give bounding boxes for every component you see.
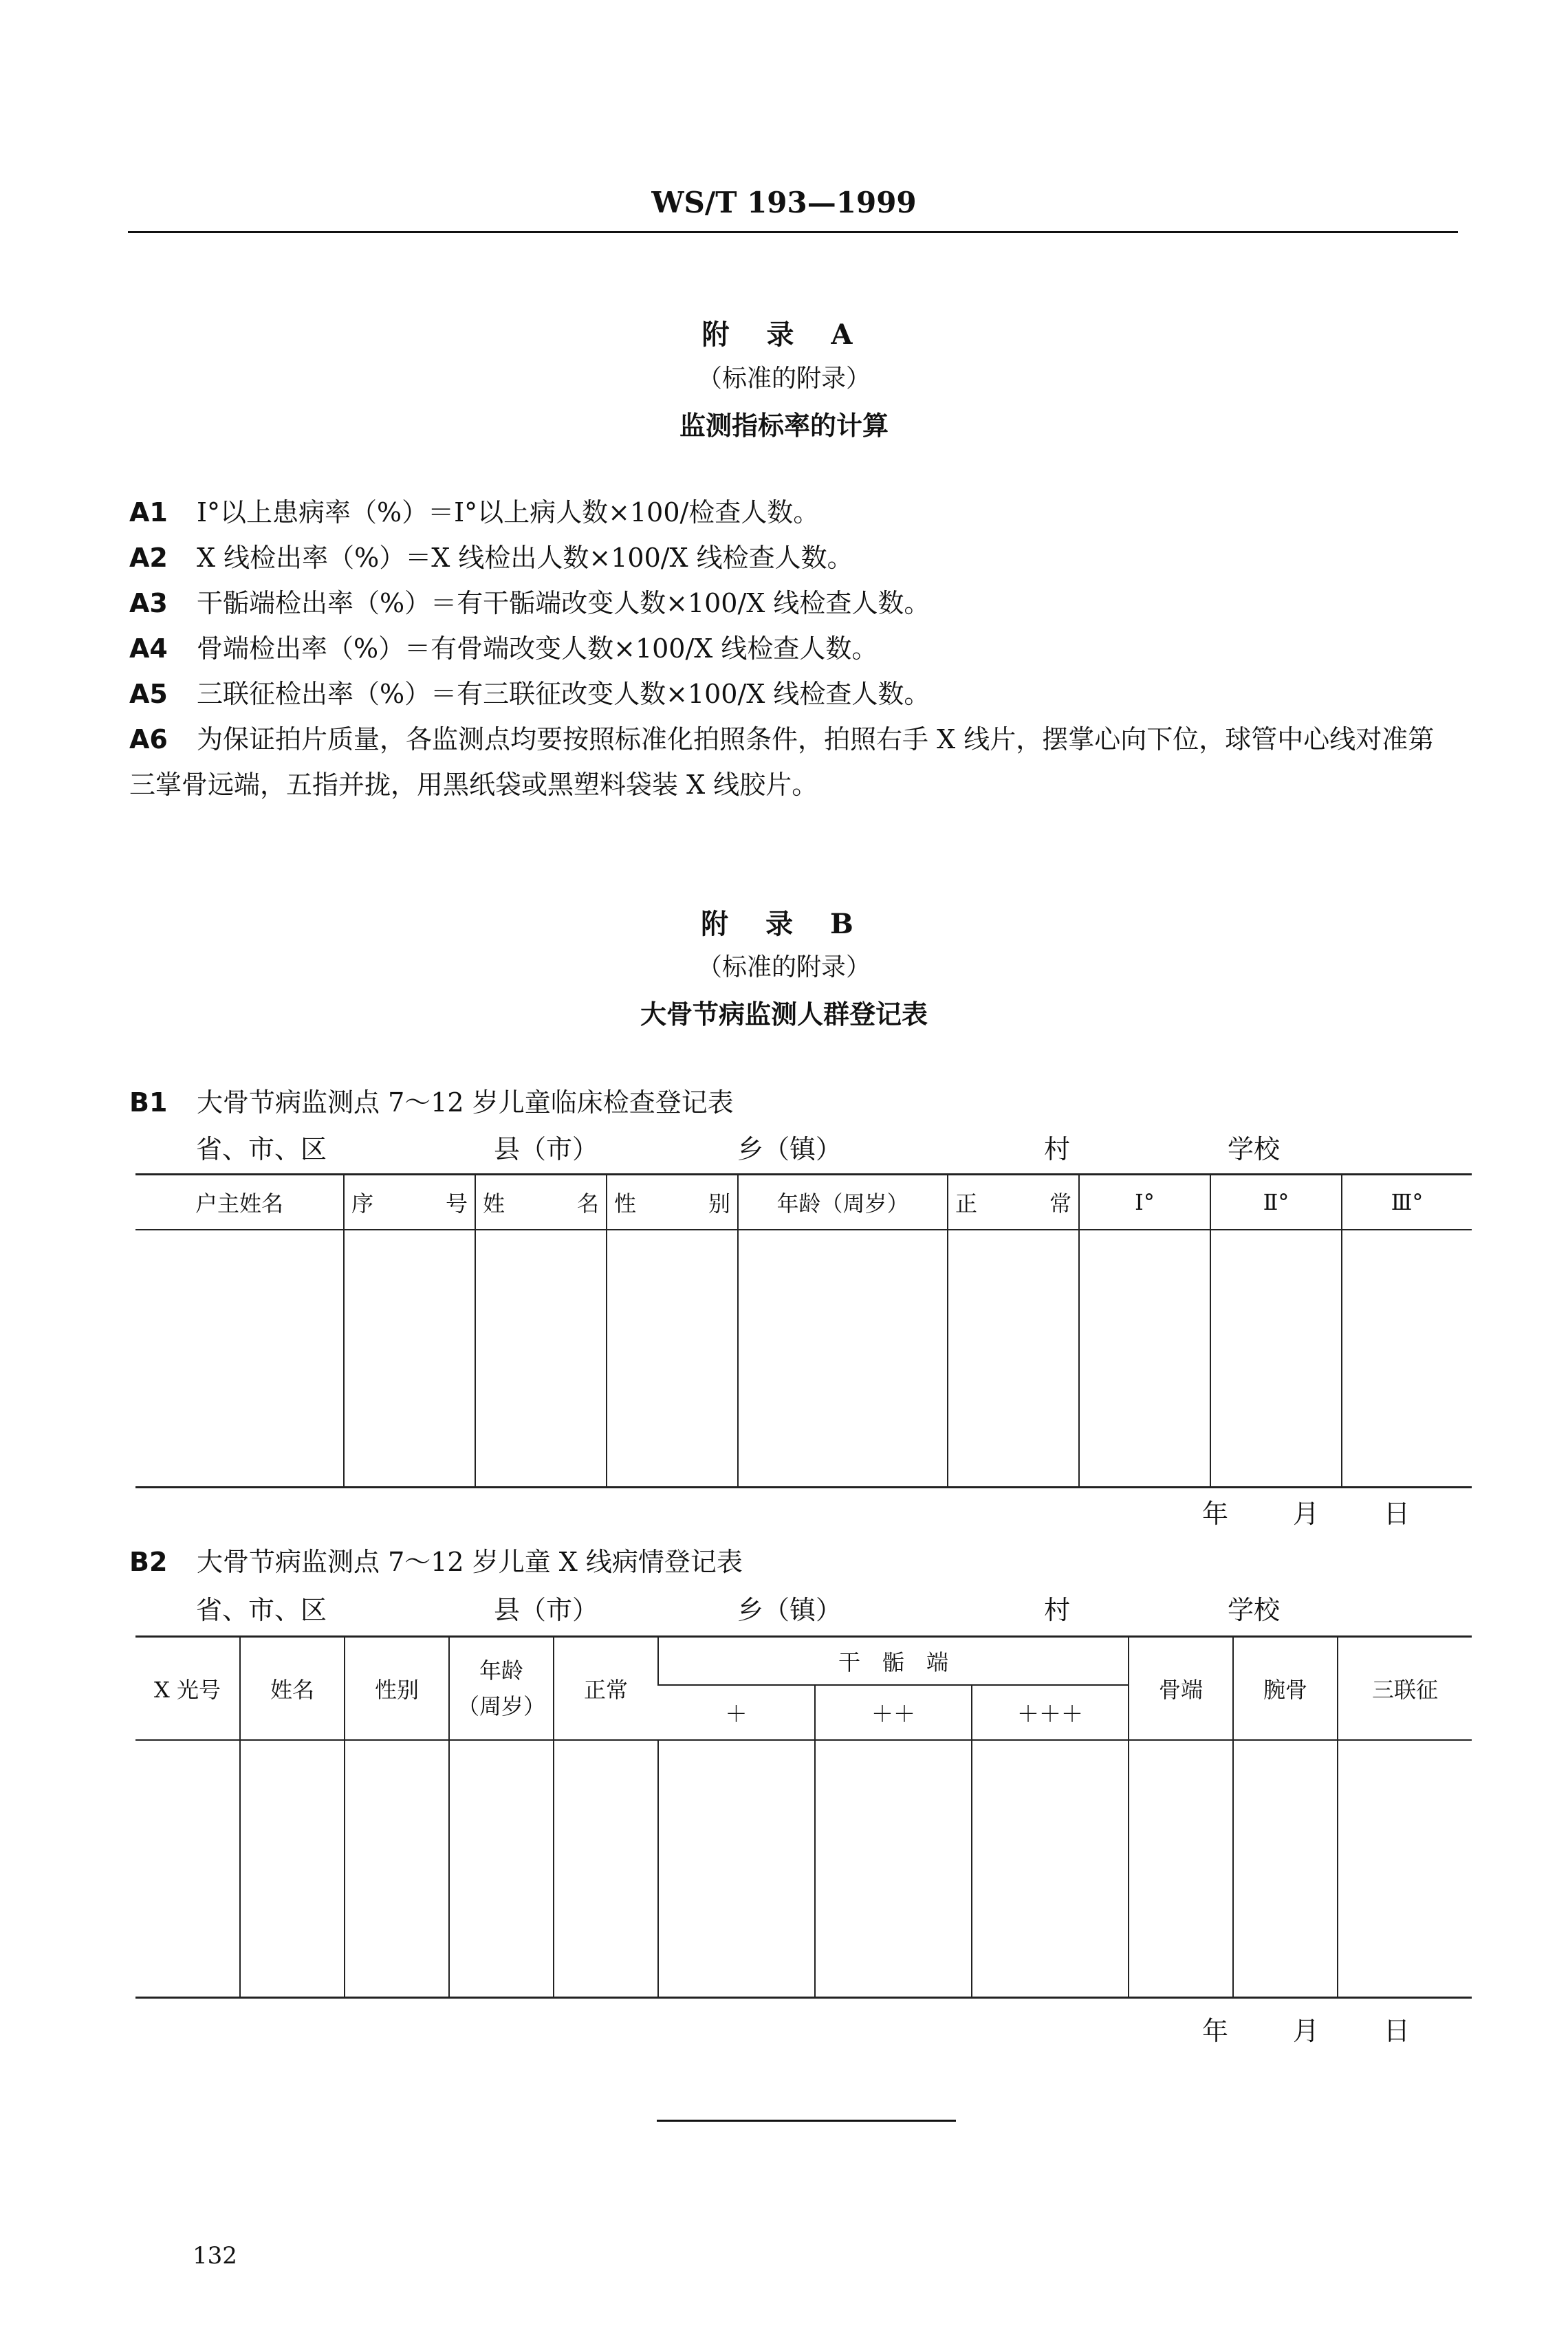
col-degree-2: Ⅱ°: [1210, 1175, 1342, 1230]
label-school: 学校: [1228, 1595, 1281, 1625]
formula-a4: [129, 626, 1457, 671]
appendix-a-heading: 监测指标率的计算: [679, 410, 889, 441]
col-epiphysis: 骨端: [1129, 1637, 1233, 1741]
col-text: 别: [708, 1191, 730, 1217]
col-metaphysis: 干 骺 端: [658, 1637, 1129, 1686]
col-sex: [607, 1175, 738, 1230]
col-text: 号: [445, 1191, 468, 1217]
appendix-b-title: 附 录 B: [701, 908, 867, 940]
label-village: 村: [1044, 1134, 1071, 1164]
date-month: 月: [1293, 1499, 1320, 1529]
item-text: X 线检出率（%）＝X 线检出人数×100/X 线检查人数。: [197, 543, 853, 573]
table-cell[interactable]: [240, 1740, 345, 1998]
date-month: 月: [1293, 2016, 1320, 2046]
col-normal: [948, 1175, 1079, 1230]
col-metaphysis-plus2: ＋＋: [815, 1685, 972, 1740]
table-cell[interactable]: [1342, 1230, 1472, 1488]
col-triad: 三联征: [1338, 1637, 1472, 1741]
label-township: 乡（镇）: [737, 1134, 842, 1164]
col-normal: 正常: [554, 1637, 658, 1741]
header-rule: [128, 231, 1458, 233]
table-row: [135, 1230, 1472, 1488]
col-text: 常: [1049, 1191, 1071, 1217]
form-b2-table: [135, 1635, 1472, 1999]
table-header-row: [135, 1637, 1472, 1686]
col-xray-no: X 光号: [135, 1637, 240, 1741]
table-cell[interactable]: [135, 1230, 344, 1488]
table-cell[interactable]: [449, 1740, 554, 1998]
paragraph-a6: [129, 717, 1457, 807]
item-text: 骨端检出率（%）＝有骨端改变人数×100/X 线检查人数。: [197, 633, 878, 664]
item-text: 三联征检出率（%）＝有三联征改变人数×100/X 线检查人数。: [197, 679, 930, 709]
item-number: A1: [129, 497, 168, 528]
form-b2-title: [129, 1539, 1457, 1585]
col-text: 正: [955, 1191, 978, 1217]
table-cell[interactable]: [135, 1740, 240, 1998]
table-cell[interactable]: [972, 1740, 1129, 1998]
col-metaphysis-plus3: ＋＋＋: [972, 1685, 1129, 1740]
table-cell[interactable]: [475, 1230, 607, 1488]
table-cell[interactable]: [738, 1230, 948, 1488]
form-b1-title: [129, 1080, 1457, 1125]
form-b1-location-row: [0, 1128, 1568, 1162]
col-degree-3: Ⅲ°: [1342, 1175, 1472, 1230]
formula-a1: [129, 490, 1457, 535]
col-serial: [344, 1175, 475, 1230]
table-cell[interactable]: [948, 1230, 1079, 1488]
item-number: A2: [129, 543, 168, 573]
col-text: （周岁）: [457, 1693, 545, 1719]
col-carpal: 腕骨: [1233, 1637, 1338, 1741]
item-text: 干骺端检出率（%）＝有干骺端改变人数×100/X 线检查人数。: [197, 588, 930, 618]
col-householder: 户主姓名: [135, 1175, 344, 1230]
formula-a3: [129, 580, 1457, 626]
item-number: B2: [129, 1547, 168, 1577]
table-cell[interactable]: [1210, 1230, 1342, 1488]
item-number: B1: [129, 1087, 168, 1118]
appendix-b-heading: 大骨节病监测人群登记表: [640, 999, 928, 1030]
table-cell[interactable]: [607, 1230, 738, 1488]
formula-a5: [129, 671, 1457, 717]
page-number: 132: [193, 2242, 237, 2270]
label-county: 县（市）: [494, 1134, 599, 1164]
appendix-a-subtitle: （标准的附录）: [697, 365, 871, 393]
col-text: 姓: [483, 1191, 505, 1217]
table-cell[interactable]: [1338, 1740, 1472, 1998]
table-cell[interactable]: [1129, 1740, 1233, 1998]
table-header-row: [135, 1175, 1472, 1230]
table-cell[interactable]: [658, 1740, 815, 1998]
col-text: 性: [614, 1191, 637, 1217]
table-cell[interactable]: [1079, 1230, 1210, 1488]
table-cell[interactable]: [344, 1230, 475, 1488]
item-text: 大骨节病监测点 7～12 岁儿童 X 线病情登记表: [197, 1547, 743, 1577]
col-metaphysis-plus1: ＋: [658, 1685, 815, 1740]
end-rule: [657, 2120, 956, 2122]
date-day: 日: [1384, 1499, 1411, 1529]
appendix-a-title: 附 录 A: [701, 318, 867, 351]
col-age: 年龄（周岁）: [738, 1175, 948, 1230]
item-text: Ⅰ°以上患病率（%）＝Ⅰ°以上病人数×100/检查人数。: [197, 497, 820, 528]
label-province: 省、市、区: [196, 1134, 327, 1164]
label-township: 乡（镇）: [737, 1595, 842, 1625]
form-b2-date: [0, 2010, 1568, 2044]
label-village: 村: [1044, 1595, 1071, 1625]
table-cell[interactable]: [345, 1740, 449, 1998]
table-cell[interactable]: [815, 1740, 972, 1998]
col-sex: 性别: [345, 1637, 449, 1741]
col-name: [475, 1175, 607, 1230]
form-b1-date: [0, 1492, 1568, 1527]
label-province: 省、市、区: [196, 1595, 327, 1625]
label-school: 学校: [1228, 1134, 1281, 1164]
date-year: 年: [1202, 1499, 1229, 1529]
form-b2-location-row: [0, 1589, 1568, 1623]
table-cell[interactable]: [1233, 1740, 1338, 1998]
item-number: A5: [129, 679, 168, 709]
col-text: 年龄: [479, 1657, 523, 1684]
col-text: 序: [351, 1191, 374, 1217]
table-row: [135, 1740, 1472, 1998]
standard-code: WS/T 193—1999: [651, 186, 917, 219]
label-county: 县（市）: [494, 1595, 599, 1625]
form-b1-table: [135, 1173, 1472, 1488]
item-text: 大骨节病监测点 7～12 岁儿童临床检查登记表: [197, 1087, 734, 1118]
date-year: 年: [1202, 2016, 1229, 2046]
item-number: A3: [129, 588, 168, 618]
formula-a2: [129, 535, 1457, 580]
item-text: 为保证拍片质量，各监测点均要按照标准化拍照条件，拍照右手 X 线片，摆掌心向下位，球管中心线对准第三掌骨远端，五指并拢，用黑纸袋或黑塑料袋装 X 线胶片。: [129, 724, 1435, 800]
col-age: [449, 1637, 554, 1741]
appendix-b-subtitle: （标准的附录）: [697, 953, 871, 981]
col-text: 名: [576, 1191, 599, 1217]
col-degree-1: Ⅰ°: [1079, 1175, 1210, 1230]
col-name: 姓名: [240, 1637, 345, 1741]
table-cell[interactable]: [554, 1740, 658, 1998]
item-number: A6: [129, 724, 168, 754]
item-number: A4: [129, 633, 168, 664]
date-day: 日: [1384, 2016, 1411, 2046]
